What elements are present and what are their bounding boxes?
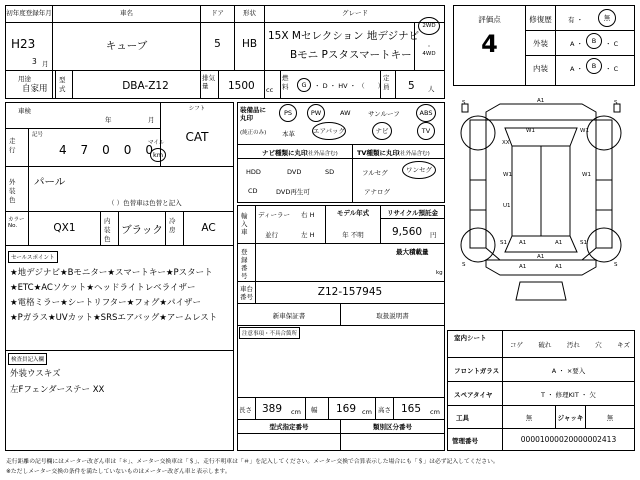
- seat-option: 汚れ: [566, 341, 580, 349]
- width-value: 169: [336, 403, 357, 415]
- import-dealer: ディーラー: [258, 211, 290, 219]
- mgmt-label: 管理番号: [452, 437, 478, 445]
- reg-no-label: 登録番号: [241, 248, 248, 280]
- mgmt-value: 00001000020000002413: [520, 435, 617, 444]
- mileage-digit: 0: [123, 143, 132, 157]
- navi-sd: SD: [325, 168, 335, 176]
- equip-pw: PW: [307, 104, 325, 122]
- sales-points-label: セールスポイント: [8, 251, 58, 263]
- warranty-label: 新車保証書: [272, 312, 306, 320]
- max-load-label: 最大積載量: [396, 248, 429, 256]
- damage-mark: A1: [555, 240, 563, 246]
- mileage-sub-label: 記号: [32, 132, 44, 138]
- sales-point: ★地デジナビ★Bモニター★スマートキー★Pスタート: [10, 268, 213, 278]
- model-year-label: モデル年式: [336, 209, 370, 217]
- color-value: パール: [34, 176, 66, 188]
- interior-selected: B: [586, 58, 602, 74]
- damage-mark: W1: [582, 172, 591, 178]
- tools-label: 工具: [456, 414, 469, 422]
- equipment-subtitle: (純正のみ): [240, 130, 267, 136]
- capacity-value: 5: [408, 80, 415, 92]
- aircon-label: 冷房: [169, 217, 176, 234]
- recycle-value: 9,560: [392, 226, 423, 238]
- repair-selected: 無: [598, 9, 616, 27]
- equipment-title: 装備品に丸印: [240, 106, 266, 122]
- seat-option: キズ: [617, 341, 630, 349]
- damage-mark: A1: [519, 264, 527, 270]
- use-value: 自家用: [22, 84, 48, 94]
- tire-label: S: [614, 100, 618, 106]
- sales-point: ★Pガラス★UVカット★SRSエアバッグ★アームレスト: [10, 313, 218, 323]
- length-value: 389: [262, 403, 283, 415]
- mileage-digits: [45, 143, 153, 157]
- class-no-label: 類別区分番号: [373, 423, 412, 431]
- left-handle: 左 H: [301, 231, 315, 239]
- repair-label: 修復歴: [529, 15, 552, 24]
- length-label: 長さ: [239, 406, 252, 414]
- equip-ps: PS: [279, 104, 297, 122]
- color-no-label: カラーNo.: [8, 217, 25, 229]
- damage-mark: A1: [555, 264, 563, 270]
- mileage-unit-km: km: [150, 148, 166, 162]
- seat-option: 穴: [595, 341, 602, 349]
- use-label: 用途: [18, 75, 31, 83]
- tv-sub: (社外品含む): [398, 151, 430, 157]
- sales-point: ★ETC★ACソケット★ヘッドライトレベライザー: [10, 283, 196, 293]
- chassis-value: Z12-157945: [317, 286, 383, 298]
- shift-label: シフト: [188, 106, 206, 112]
- grade-label: グレード: [342, 9, 368, 17]
- reg-month-unit: 月: [42, 60, 49, 68]
- model-year-value: 年 不明: [342, 231, 364, 239]
- equip-aw: AW: [340, 109, 351, 117]
- navi-sub: (社外品含む): [306, 151, 338, 157]
- seat-option: 破れ: [538, 341, 552, 349]
- navi-cd: CD: [248, 187, 258, 195]
- damage-mark: A1: [519, 240, 527, 246]
- jack-label: ジャッキ: [557, 414, 584, 422]
- type-no-label: 型式指定番号: [269, 423, 309, 431]
- displacement-unit: cc: [266, 86, 274, 94]
- sales-points-list: [10, 266, 217, 326]
- footer-note-2: ※ただしメーター交換の条件を満たしていないものはメーター改ざん車と表示します。: [6, 469, 231, 475]
- car-name-label: 車名: [120, 9, 133, 17]
- equip-tv: TV: [417, 122, 435, 140]
- height-unit: cm: [430, 408, 440, 416]
- model-label: 型式: [59, 76, 66, 93]
- recycle-label: リサイクル預託金: [386, 209, 439, 217]
- fuel-label: 燃料: [282, 74, 289, 91]
- door-label: ドア: [211, 9, 224, 17]
- damage-mark: A1: [537, 254, 545, 260]
- equip-abs: ABS: [416, 104, 436, 122]
- repair-options: 有 ・: [568, 16, 584, 24]
- aircon-value: AC: [201, 222, 216, 234]
- exterior-a: A ・: [570, 40, 584, 48]
- shaken-label: 車検: [18, 107, 31, 115]
- damage-mark: W1: [580, 128, 589, 134]
- chassis-label: 車台番号: [240, 285, 253, 301]
- caution-label: 注意事項・不具合箇所: [239, 327, 300, 339]
- color-note: （ ）色替車は色替と記入: [108, 199, 182, 207]
- mileage-digit: 7: [80, 143, 89, 157]
- height-value: 165: [401, 403, 422, 415]
- interior-color-label: 内装色: [104, 217, 111, 243]
- reg-month: 3: [32, 57, 37, 66]
- model-value: DBA-Z12: [122, 80, 169, 92]
- spare-tire-label: スペアタイヤ: [454, 391, 493, 399]
- spare-tire-value: T ・ 修理KIT ・ 欠: [541, 391, 596, 399]
- damage-mark: S1: [580, 240, 587, 246]
- jack-value: 無: [606, 414, 614, 422]
- interior-a: A ・: [570, 65, 584, 73]
- grade-line1: 15X Mセレクション 地デジナビ: [268, 30, 420, 42]
- shape: HB: [241, 38, 258, 50]
- color-label: 外装色: [9, 178, 16, 204]
- footer-note-1: 走行距離の記号欄にはメーター改ざん車は「＊」、メーター交換車は「＄」、走行不明車は「＃」を記入してください。メーター交換で合算表示した場合にも「＄」は必ず記入してください。: [6, 459, 499, 465]
- reg-year-label: 初年度登録年月: [6, 9, 52, 17]
- interior-color-value: ブラック: [121, 224, 163, 236]
- front-glass-label: フロントガラス: [454, 367, 500, 375]
- exterior-c: ・ C: [605, 40, 619, 48]
- seat-options: [510, 340, 630, 349]
- fuel-selected: G: [297, 78, 311, 92]
- shape-label: 形状: [243, 9, 256, 17]
- front-glass-value: A ・ ×要入: [551, 367, 586, 375]
- grade-line2: Bモニ Pスタスマートキー: [290, 49, 412, 61]
- tire-label: S: [614, 262, 618, 268]
- rating-score: 4: [481, 30, 498, 58]
- equip-leather: 本革: [282, 130, 295, 138]
- navi-dvd: DVD: [287, 168, 302, 176]
- tire-label: S: [462, 262, 466, 268]
- color-no-value: QX1: [53, 222, 76, 234]
- mileage-digit: 0: [145, 143, 153, 157]
- tv-analog: アナログ: [364, 188, 390, 196]
- equip-navi: ナビ: [372, 122, 392, 140]
- damage-mark: W1: [503, 172, 512, 178]
- import-label: 輸入車: [241, 212, 248, 236]
- inspector-label: 検査員記入欄: [8, 353, 47, 365]
- navi-dvd-play: DVD再生可: [276, 188, 310, 196]
- width-unit: cm: [362, 408, 372, 416]
- drive-2wd: 2WD: [418, 17, 440, 35]
- displacement-label: 排気量: [202, 74, 215, 90]
- drive-4wd: 4WD: [422, 51, 436, 57]
- length-unit: cm: [291, 408, 301, 416]
- tv-title: TV種類に丸印: [357, 149, 399, 157]
- capacity-label: 定員: [383, 74, 390, 91]
- equip-sunroof: サンルーフ: [368, 110, 400, 118]
- tools-value: 無: [525, 414, 533, 422]
- mileage-label: 走行: [9, 137, 16, 154]
- sales-point: ★電格ミラー★シートリフター★フォグ★パイザー: [10, 298, 201, 308]
- displacement-value: 1500: [228, 80, 255, 92]
- shaken-year-unit: 年: [105, 116, 112, 124]
- capacity-unit: 人: [428, 85, 435, 93]
- width-label: 幅: [311, 406, 318, 414]
- inspector-note: 左Fフェンダーステー XX: [10, 385, 105, 395]
- mileage-digit: 0: [102, 143, 110, 157]
- seat-option: コゲ: [510, 341, 523, 349]
- mileage-unit-mile: マイル: [148, 140, 165, 146]
- navi-hdd: HDD: [246, 168, 261, 176]
- height-label: 高さ: [378, 406, 391, 414]
- damage-mark: A1: [537, 98, 545, 104]
- damage-mark: U1: [503, 203, 511, 209]
- max-load-unit: kg: [436, 270, 443, 276]
- damage-mark: XX: [502, 140, 510, 146]
- damage-mark: W1: [526, 128, 535, 134]
- inspector-notes: [10, 366, 104, 398]
- interior-c: ・ C: [605, 65, 619, 73]
- shift-value: CAT: [185, 130, 209, 144]
- shaken-month-unit: 月: [148, 116, 155, 124]
- car-name: キューブ: [105, 40, 148, 52]
- mileage-digit: 4: [58, 143, 67, 157]
- right-handle: 右 H: [301, 211, 315, 219]
- fuel-options: ・ D ・ HV ・ （ ）: [314, 82, 385, 90]
- recycle-unit: 円: [430, 231, 437, 239]
- rating-label: 評価点: [478, 15, 501, 24]
- damage-mark: S1: [500, 240, 507, 246]
- navi-title: ナビ種類に丸印: [262, 149, 308, 157]
- manual-label: 取扱説明書: [376, 312, 409, 320]
- interior-label: 内装: [533, 64, 548, 73]
- exterior-selected: B: [586, 33, 602, 49]
- import-parallel: 並行: [265, 231, 278, 239]
- exterior-label: 外装: [533, 39, 548, 48]
- equip-airbag: エアバッグ: [312, 122, 346, 140]
- tv-oneseg: ワンセグ: [402, 161, 436, 179]
- tire-label: S: [462, 100, 466, 106]
- tv-fullseg: フルセグ: [362, 169, 388, 177]
- doors: 5: [214, 38, 221, 50]
- reg-era: H23: [11, 37, 36, 51]
- interior-seat-label: 室内シート: [454, 334, 487, 342]
- inspector-note: 外装ウスキズ: [10, 369, 61, 379]
